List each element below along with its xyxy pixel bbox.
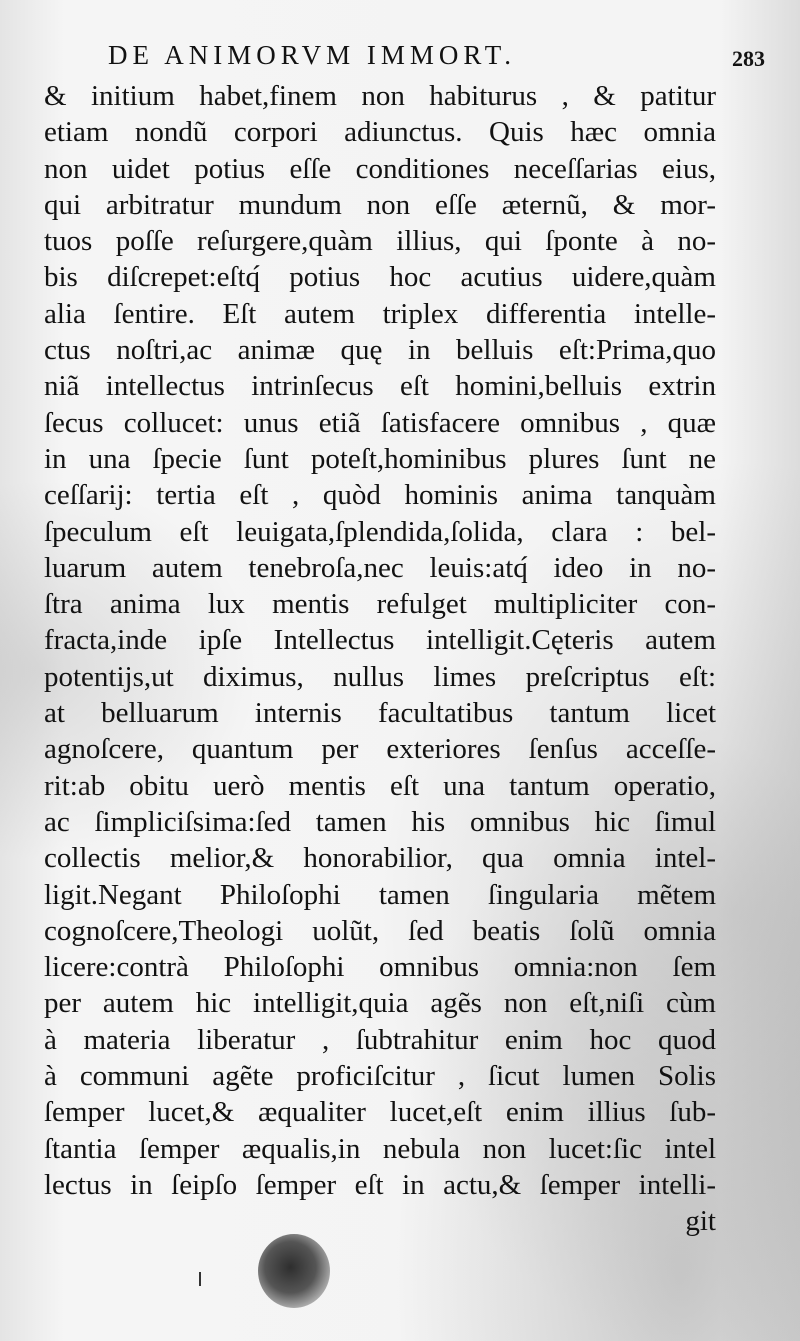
text-line: alia ſentire. Eſt autem triplex differentia intelle- [44,297,716,330]
catchword: git [685,1205,716,1238]
text-line: ſpeculum eſt leuigata,ſplendida,ſolida, clara : bel- [44,515,716,548]
text-line: ſecus collucet: unus etiã ſatisfacere omnibus , quæ [44,406,716,439]
text-line: non uidet potius eſſe conditiones neceſſarias eius, [44,152,716,185]
body-text [44,78,716,1240]
text-line: ceſſarij: tertia eſt , quòd hominis anima tanquàm [44,479,716,512]
text-line: lectus in ſeipſo ſemper eſt in actu,& ſemper intelli- [44,1168,716,1201]
text-line: ſtra anima lux mentis refulget multipliciter con- [44,588,716,621]
text-line: fracta,inde ipſe Intellectus intelligit.Cęteris autem [44,624,716,657]
text-line: ac ſimpliciſsima:ſed tamen his omnibus hic ſimul [44,805,716,838]
text-line: agnoſcere, quantum per exteriores ſenſus acceſſe- [44,733,716,766]
text-line: bis diſcrepet:eſtq́ potius hoc acutius uidere,quàm [44,261,716,294]
text-line: potentijs,ut diximus, nullus limes preſcriptus eſt: [44,660,716,693]
running-head: DE ANIMORVM IMMORT. [108,40,516,70]
text-line: à communi agẽte proficiſcitur , ſicut lumen Solis [44,1060,716,1093]
text-line: rit:ab obitu uerò mentis eſt una tantum operatio, [44,769,716,802]
text-line: etiam nondũ corpori adiunctus. Quis hæc omnia [44,116,716,149]
ink-stain [258,1234,330,1308]
text-line: collectis melior,& honorabilior, qua omnia intel- [44,842,716,875]
text-line: ſtantia ſemper æqualis,in nebula non lucet:ſic intel [44,1132,716,1165]
text-line: ligit.Negant Philoſophi tamen ſingularia mẽtem [44,878,716,911]
text-line: licere:contrà Philoſophi omnibus omnia:non ſem [44,951,716,984]
text-line: luarum autem tenebroſa,nec leuis:atq́ ideo in no- [44,551,716,584]
page-number: 283 [732,46,765,71]
margin-tick [199,1272,201,1286]
text-line: & initium habet,finem non habiturus , & patitur [44,80,716,112]
text-line: à materia liberatur , ſubtrahitur enim hoc quod [44,1023,716,1056]
text-line: ſemper lucet,& æqualiter lucet,eſt enim illius ſub- [44,1096,716,1129]
text-line: in una ſpecie ſunt poteſt,hominibus plures ſunt ne [44,442,716,475]
text-line: niã intellectus intrinſecus eſt homini,belluis extrin [44,370,716,403]
text-line: per autem hic intelligit,quia agẽs non eſt,niſi cùm [44,987,716,1020]
text-line: tuos poſſe reſurgere,quàm illius, qui ſponte à no- [44,225,716,258]
text-line: ctus noſtri,ac animæ quę in belluis eſt:Prima,quo [44,334,716,367]
text-line: qui arbitratur mundum non eſſe æternũ, & mor- [44,188,716,221]
text-line: cognoſcere,Theologi uolũt, ſed beatis ſolũ omnia [44,914,716,947]
text-line: at belluarum internis facultatibus tantum licet [44,697,716,730]
